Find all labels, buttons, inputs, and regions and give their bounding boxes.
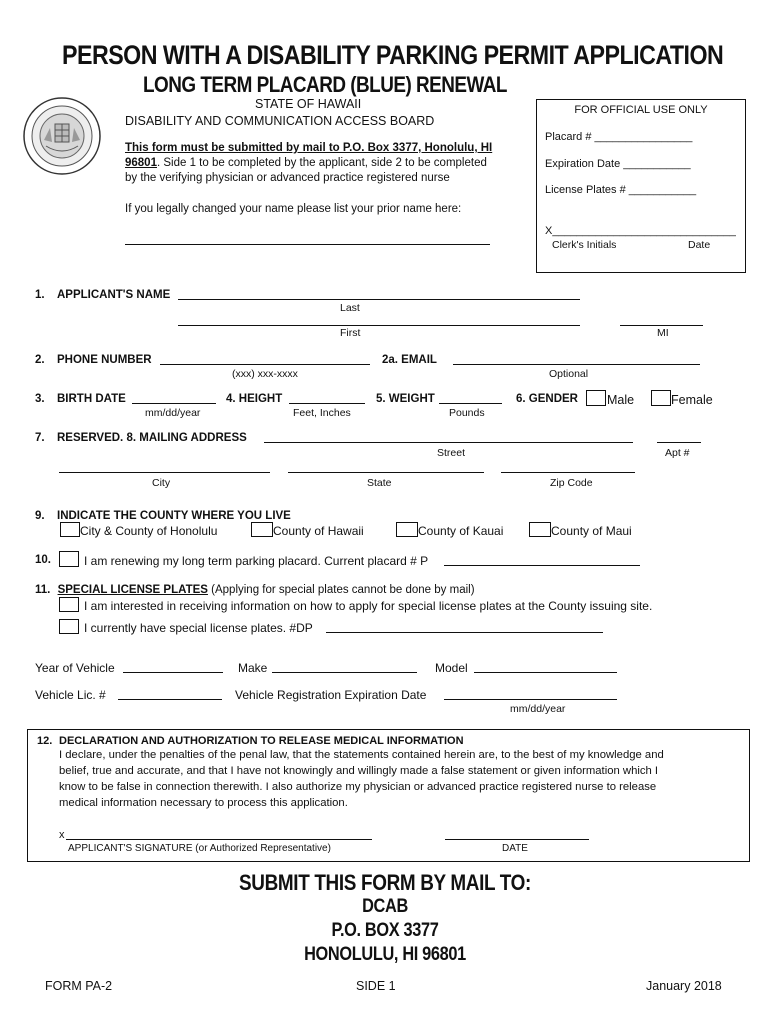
f4-label: 4. HEIGHT — [226, 393, 283, 405]
f7-num: 7. — [35, 432, 45, 444]
placard-number-line[interactable] — [444, 565, 640, 566]
county-kauai-checkbox[interactable] — [396, 522, 418, 537]
signature-line[interactable] — [66, 839, 372, 840]
decl-num: 12. — [37, 735, 53, 747]
birth-date-line[interactable] — [132, 403, 216, 404]
f3-label: BIRTH DATE — [57, 393, 126, 405]
last-label: Last — [340, 302, 360, 314]
signature-label: APPLICANT'S SIGNATURE (or Authorized Representative) — [68, 843, 331, 854]
birth-hint: mm/dd/year — [145, 407, 201, 419]
official-plates: License Plates # ___________ — [545, 184, 697, 196]
decl-line1: I declare, under the penalties of the penal law, that the statements contained herein are, to the best of my knowledge and — [59, 749, 664, 761]
vreg-label: Vehicle Registration Expiration Date — [235, 688, 427, 702]
f7-label: RESERVED. 8. MAILING ADDRESS — [57, 432, 247, 444]
street-line[interactable] — [264, 442, 633, 443]
state-seal — [22, 96, 102, 176]
vlic-line[interactable] — [118, 699, 222, 700]
state-name: STATE OF HAWAII — [255, 97, 362, 111]
mail-notice-zip: 96801 — [125, 157, 157, 169]
signature-date-line[interactable] — [445, 839, 589, 840]
f9-num: 9. — [35, 510, 45, 522]
make-line[interactable] — [272, 672, 417, 673]
f2a-label: 2a. EMAIL — [382, 354, 437, 366]
f2-label: PHONE NUMBER — [57, 354, 152, 366]
board-name: DISABILITY AND COMMUNICATION ACCESS BOARD — [125, 114, 435, 128]
county-maui-checkbox[interactable] — [529, 522, 551, 537]
f6-label: 6. GENDER — [516, 393, 578, 405]
height-line[interactable] — [289, 403, 365, 404]
prior-name-line[interactable] — [125, 244, 490, 245]
email-line[interactable] — [453, 364, 700, 365]
mail-notice-bold: This form must be submitted by mail to P.O. Box 3377, Honolulu, HI — [125, 142, 493, 154]
county-maui-label: County of Maui — [551, 524, 632, 538]
zip-line[interactable] — [501, 472, 635, 473]
f1-num: 1. — [35, 289, 45, 301]
f10-num: 10. — [35, 554, 51, 566]
first-name-line[interactable] — [178, 325, 580, 326]
f9-label: INDICATE THE COUNTY WHERE YOU LIVE — [57, 510, 291, 522]
prior-name-label: If you legally changed your name please list your prior name here: — [125, 203, 462, 215]
phone-line[interactable] — [160, 364, 370, 365]
male-label: Male — [607, 393, 635, 407]
f3-num: 3. — [35, 393, 45, 405]
official-expiration: Expiration Date ___________ — [545, 158, 691, 170]
weight-line[interactable] — [439, 403, 502, 404]
email-optional-hint: Optional — [549, 368, 589, 380]
last-name-line[interactable] — [178, 299, 580, 300]
decl-title: DECLARATION AND AUTHORIZATION TO RELEASE MEDICAL INFORMATION — [59, 735, 464, 747]
f11-note: (Applying for special plates cannot be done by mail) — [211, 584, 475, 596]
f5-label: 5. WEIGHT — [376, 393, 435, 405]
city-label: City — [152, 477, 171, 489]
female-checkbox[interactable] — [651, 390, 671, 406]
apt-line[interactable] — [657, 442, 701, 443]
plates-info-text: I am interested in receiving information on how to apply for special license plates at the County issuing site. — [84, 599, 653, 613]
mail-notice-line2 — [125, 157, 487, 169]
apt-label: Apt # — [665, 447, 690, 459]
vreg-hint: mm/dd/year — [510, 703, 566, 715]
official-x-line: X______________________________ — [545, 225, 736, 237]
signature-x: x — [59, 829, 65, 841]
page-subtitle: LONG TERM PLACARD (BLUE) RENEWAL — [143, 72, 507, 97]
state-label: State — [367, 477, 392, 489]
mail-line1: DCAB — [362, 896, 408, 917]
clerk-initials-label: Clerk's Initials — [552, 239, 617, 251]
county-honolulu-label: City & County of Honolulu — [80, 524, 218, 538]
county-honolulu-checkbox[interactable] — [60, 522, 80, 537]
f11-num: 11. — [35, 584, 51, 596]
mi-label: MI — [657, 327, 669, 339]
county-kauai-label: County of Kauai — [418, 524, 504, 538]
zip-label: Zip Code — [550, 477, 593, 489]
model-label: Model — [435, 661, 468, 675]
signature-date-label: DATE — [502, 843, 528, 854]
f11-label: SPECIAL LICENSE PLATES — [57, 584, 208, 596]
county-hawaii-label: County of Hawaii — [273, 524, 364, 538]
mail-notice-rest: . Side 1 to be completed by the applicant, side 2 to be completed — [156, 157, 487, 169]
clerk-date-label: Date — [688, 239, 711, 251]
street-label: Street — [437, 447, 466, 459]
footer-date: January 2018 — [646, 979, 722, 993]
decl-line4: medical information necessary to process this application. — [59, 797, 348, 809]
city-line[interactable] — [59, 472, 270, 473]
footer-form: FORM PA-2 — [45, 979, 113, 993]
mail-notice-line3: by the verifying physician or advanced practice registered nurse — [125, 172, 450, 184]
model-line[interactable] — [474, 672, 617, 673]
first-label: First — [340, 327, 361, 339]
official-placard: Placard # ________________ — [545, 131, 693, 143]
f10-text: I am renewing my long term parking placard. Current placard # P — [84, 554, 429, 568]
decl-line2: belief, true and accurate, and that I have not knowingly and willingly made a false statement or given information which I — [59, 765, 659, 777]
mail-heading: SUBMIT THIS FORM BY MAIL TO: — [238, 870, 532, 895]
footer-side: SIDE 1 — [356, 979, 396, 993]
year-label: Year of Vehicle — [35, 661, 115, 675]
f1-label: APPLICANT'S NAME — [57, 289, 171, 301]
plates-info-checkbox[interactable] — [59, 597, 79, 612]
mi-line[interactable] — [620, 325, 703, 326]
renewal-checkbox[interactable] — [59, 551, 79, 567]
f11-heading — [35, 584, 475, 596]
mail-notice — [125, 142, 492, 154]
plates-have-text: I currently have special license plates. #DP — [84, 621, 313, 635]
female-label: Female — [671, 393, 713, 407]
make-label: Make — [238, 661, 268, 675]
mail-line3: HONOLULU, HI 96801 — [304, 944, 466, 965]
vlic-label: Vehicle Lic. # — [35, 688, 106, 702]
mail-line2: P.O. BOX 3377 — [331, 920, 439, 941]
official-use-title: FOR OFFICIAL USE ONLY — [574, 104, 708, 116]
height-hint: Feet, Inches — [293, 407, 351, 419]
dp-number-line[interactable] — [326, 632, 603, 633]
county-hawaii-checkbox[interactable] — [251, 522, 273, 537]
plates-have-checkbox[interactable] — [59, 619, 79, 634]
year-line[interactable] — [123, 672, 223, 673]
page-title: PERSON WITH A DISABILITY PARKING PERMIT APPLICATION — [62, 40, 724, 70]
f2-num: 2. — [35, 354, 45, 366]
vreg-line[interactable] — [444, 699, 617, 700]
state-line[interactable] — [288, 472, 484, 473]
weight-hint: Pounds — [449, 407, 485, 419]
decl-line3: know to be false in connection therewith. I also authorize my physician or advanced practice registered nurse to release — [59, 781, 657, 793]
phone-hint: (xxx) xxx-xxxx — [232, 368, 298, 380]
male-checkbox[interactable] — [586, 390, 606, 406]
